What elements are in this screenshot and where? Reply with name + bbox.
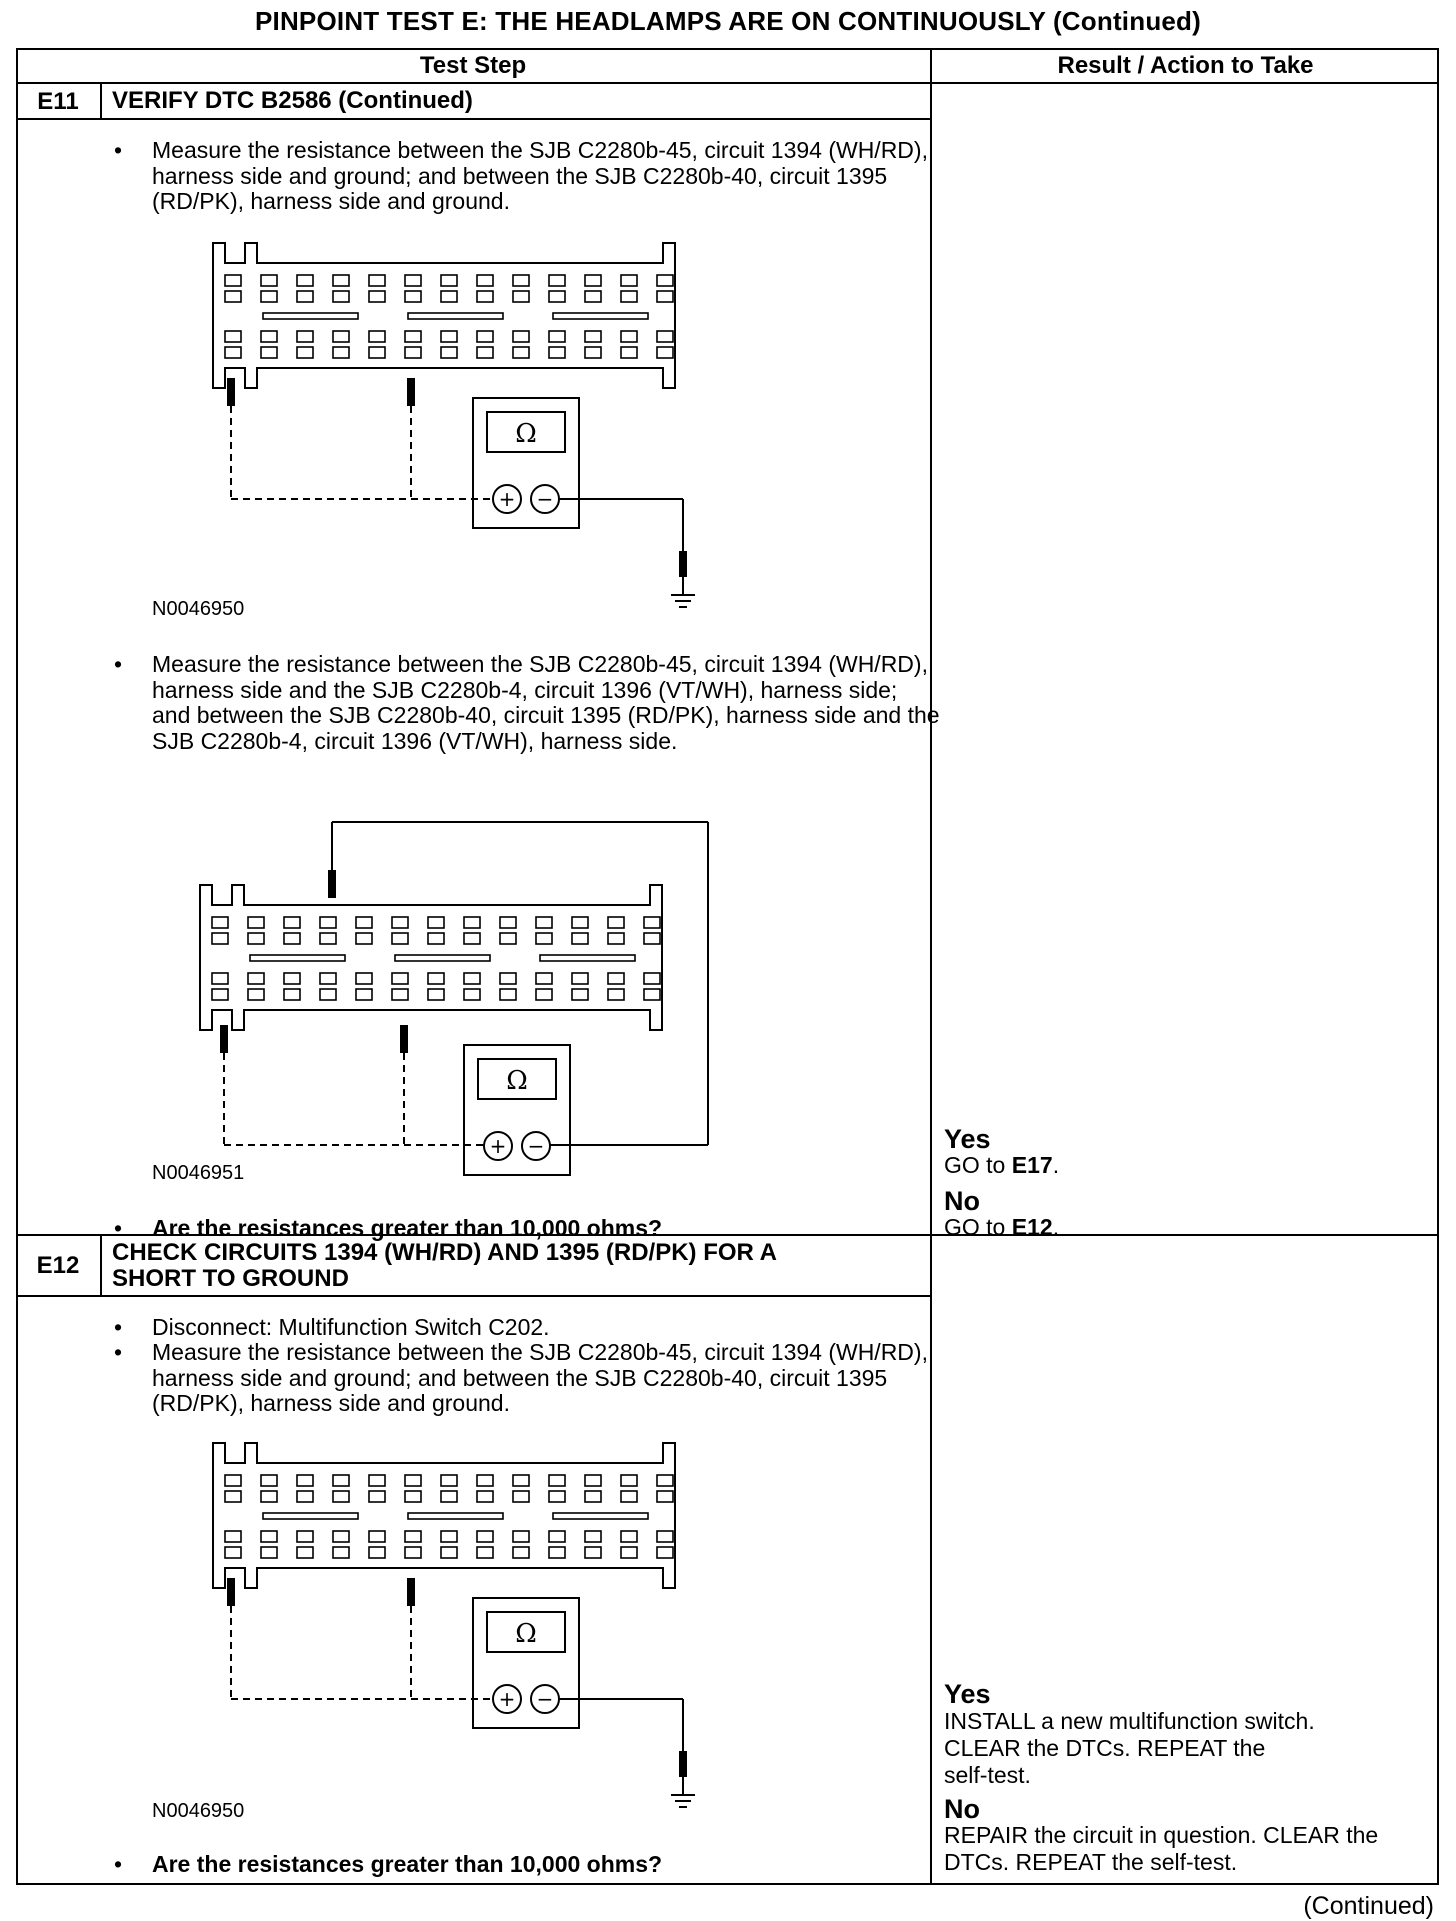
connector-pin [333, 1547, 349, 1558]
connector-pin [297, 291, 313, 302]
connector-pin [621, 1491, 637, 1502]
connector-pin [549, 347, 565, 358]
connector-pin [549, 1491, 565, 1502]
connector-pin [261, 1547, 277, 1558]
minus-sign: − [536, 487, 554, 511]
connector-pin [500, 933, 516, 944]
e11-bullet-1: • Measure the resistance between the SJB C2280b-45, circuit 1394 (WH/RD), harness side and ground; and between the SJB C2280b-40, circuit 1395 (RD/PK), harness side and ground. [114, 137, 928, 214]
connector-pin [392, 989, 408, 1000]
connector-pin [369, 331, 385, 342]
connector-pin [405, 1547, 421, 1558]
connector-pin [369, 1531, 385, 1542]
connector-pin [369, 1475, 385, 1486]
e12-result-yes-action: INSTALL a new multifunction switch. CLEAR the DTCs. REPEAT the self-test. [944, 1708, 1315, 1788]
minus-sign: − [527, 1134, 545, 1158]
e12-question: • Are the resistances greater than 10,000 ohms? [114, 1851, 663, 1877]
connector-pin [549, 1547, 565, 1558]
connector-pin [405, 331, 421, 342]
e12-result-no-action: REPAIR the circuit in question. CLEAR the DTCs. REPEAT the self-test. [944, 1822, 1379, 1875]
connector-pin [261, 1531, 277, 1542]
connector-pin [428, 989, 444, 1000]
connector-pin [549, 1531, 565, 1542]
connector-pin [284, 989, 300, 1000]
connector-pin [621, 291, 637, 302]
connector-pin [333, 1531, 349, 1542]
connector-pin [441, 331, 457, 342]
connector-pin [657, 1491, 673, 1502]
connector-pin [464, 989, 480, 1000]
e12-bullet-2: • Measure the resistance between the SJB C2280b-45, circuit 1394 (WH/RD), harness side and ground; and between the SJB C2280b-40, circuit 1395 (RD/PK), harness side and ground. [114, 1339, 928, 1416]
connector-pin [405, 1475, 421, 1486]
connector-pin [513, 1475, 529, 1486]
connector-pin [225, 1531, 241, 1542]
connector-pin [536, 989, 552, 1000]
connector-pin [333, 275, 349, 286]
connector-pin [441, 1491, 457, 1502]
continued-note: (Continued) [1303, 1892, 1434, 1920]
connector-key [263, 313, 358, 319]
connector-pin [608, 989, 624, 1000]
connector-pin [225, 1475, 241, 1486]
connector-pin [405, 291, 421, 302]
connector-pin [657, 331, 673, 342]
connector-pin [513, 291, 529, 302]
connector-pin [297, 1491, 313, 1502]
connector-pin [536, 933, 552, 944]
connector-pin [297, 347, 313, 358]
connector-pin [441, 291, 457, 302]
connector-pin [644, 973, 660, 984]
connector-pin [333, 347, 349, 358]
step-id-e11: E11 [37, 88, 79, 115]
connector-pin [428, 917, 444, 928]
connector-pin [477, 1475, 493, 1486]
connector-pin [261, 291, 277, 302]
connector-pin [225, 275, 241, 286]
connector-pin [369, 1547, 385, 1558]
connector-pin [261, 331, 277, 342]
connector-pin [513, 331, 529, 342]
connector-pin [284, 917, 300, 928]
connector-pin [261, 347, 277, 358]
plus-sign: + [498, 487, 516, 511]
figure-id-n0046950-2: N0046950 [152, 1800, 245, 1822]
connector-pin [297, 1531, 313, 1542]
connector-pin [513, 1547, 529, 1558]
ohmmeter [464, 1045, 570, 1175]
connector-pin [369, 275, 385, 286]
connector-pin [477, 1547, 493, 1558]
plus-sign: + [498, 1687, 516, 1711]
connector-pin [212, 989, 228, 1000]
connector-pin [212, 933, 228, 944]
connector-pin [428, 973, 444, 984]
ground-probe [679, 1751, 687, 1777]
probe-tip [400, 1025, 408, 1053]
column-header-result: Result / Action to Take [1057, 52, 1314, 79]
connector-pin [477, 347, 493, 358]
connector-pin [477, 1531, 493, 1542]
connector-pin [621, 1531, 637, 1542]
connector-pin [621, 275, 637, 286]
ground-probe [679, 551, 687, 577]
connector-pin [513, 347, 529, 358]
connector-pin [657, 347, 673, 358]
connector-key [263, 1513, 358, 1519]
connector-pin [500, 989, 516, 1000]
connector-pin [477, 291, 493, 302]
connector-pin [657, 1531, 673, 1542]
connector-pin [212, 973, 228, 984]
connector-pin [464, 933, 480, 944]
column-header-test-step: Test Step [419, 52, 527, 79]
probe-tip [407, 378, 415, 406]
probe-tip [220, 1025, 228, 1053]
connector-pin [536, 917, 552, 928]
connector-pin [333, 1475, 349, 1486]
connector-key [408, 313, 503, 319]
connector-pin [572, 933, 588, 944]
connector-pin [536, 973, 552, 984]
connector-key [553, 1513, 648, 1519]
connector-key [553, 313, 648, 319]
ohmmeter [473, 398, 579, 528]
connector-pin [500, 917, 516, 928]
ohmmeter [473, 1598, 579, 1728]
probe-tip [407, 1578, 415, 1606]
e11-goto-e12-link[interactable]: E12 [1011, 1214, 1053, 1240]
connector-pin [369, 347, 385, 358]
connector-key [408, 1513, 503, 1519]
connector-pin [248, 989, 264, 1000]
probe-tip [328, 870, 336, 898]
connector-pin [261, 1475, 277, 1486]
connector-pin [549, 331, 565, 342]
figure-n0046951 [200, 822, 708, 1175]
connector-pin [320, 933, 336, 944]
connector-pin [657, 1475, 673, 1486]
e12-bullet-1: • Disconnect: Multifunction Switch C202. [114, 1314, 550, 1340]
connector-pin [356, 973, 372, 984]
connector-pin [621, 347, 637, 358]
plus-sign: + [489, 1134, 507, 1158]
connector-outline [200, 885, 662, 1030]
connector-key [540, 955, 635, 961]
connector-pin [392, 933, 408, 944]
e11-result-no-action: GO to E12. [944, 1214, 1060, 1240]
connector-pin [572, 917, 588, 928]
connector-pin [225, 291, 241, 302]
connector-pin [644, 933, 660, 944]
connector-pin [405, 275, 421, 286]
e11-result-yes-action: GO to E17. [944, 1152, 1060, 1178]
connector-pin [657, 275, 673, 286]
e11-result-yes-label: Yes [944, 1124, 991, 1154]
step-title-e12: CHECK CIRCUITS 1394 (WH/RD) AND 1395 (RD/PK) FOR A SHORT TO GROUND [112, 1239, 777, 1292]
connector-pin [464, 917, 480, 928]
connector-pin [464, 973, 480, 984]
connector-pin [621, 331, 637, 342]
e11-bullet-2: • Measure the resistance between the SJB C2280b-45, circuit 1394 (WH/RD), harness side and the SJB C2280b-4, circuit 1396 (VT/WH), harness side; and between the SJB C2280b-40, circuit 1395 (RD/PK), harness side and the SJB C2280b-4, circuit 1396 (VT/WH), harness side. [114, 651, 940, 754]
connector-pin [500, 973, 516, 984]
connector-pin [297, 331, 313, 342]
connector-pin [225, 1491, 241, 1502]
connector-pin [392, 973, 408, 984]
connector-pin [405, 347, 421, 358]
connector-pin [212, 917, 228, 928]
connector-pin [585, 1475, 601, 1486]
connector-pin [608, 933, 624, 944]
connector-pin [392, 917, 408, 928]
connector-pin [621, 1475, 637, 1486]
connector-pin [657, 1547, 673, 1558]
e12-result-no-label: No [944, 1794, 980, 1824]
connector-pin [441, 275, 457, 286]
connector-pin [441, 1531, 457, 1542]
connector-pin [320, 989, 336, 1000]
connector-pin [261, 1491, 277, 1502]
connector-key [250, 955, 345, 961]
figure-id-n0046950: N0046950 [152, 598, 245, 620]
connector-pin [297, 1475, 313, 1486]
connector-pin [225, 1547, 241, 1558]
connector-pin [608, 917, 624, 928]
connector-pin [333, 291, 349, 302]
connector-pin [428, 933, 444, 944]
connector-pin [284, 933, 300, 944]
connector-pin [608, 973, 624, 984]
connector-pin [585, 291, 601, 302]
connector-pin [320, 917, 336, 928]
e11-question: • Are the resistances greater than 10,000 ohms? [114, 1215, 663, 1241]
connector-pin [477, 275, 493, 286]
figure-n0046950-b [213, 1443, 695, 1807]
connector-pin [585, 1531, 601, 1542]
connector-pin [333, 331, 349, 342]
connector-pin [513, 1531, 529, 1542]
connector-pin [441, 1475, 457, 1486]
connector-pin [549, 1475, 565, 1486]
probe-tip [227, 1578, 235, 1606]
probe-tip [227, 378, 235, 406]
connector-pin [585, 275, 601, 286]
connector-pin [320, 973, 336, 984]
connector-pin [356, 917, 372, 928]
connector-pin [549, 291, 565, 302]
figure-n0046950 [213, 243, 695, 607]
connector-pin [513, 1491, 529, 1502]
ohm-icon: Ω [515, 1619, 537, 1649]
connector-pin [225, 331, 241, 342]
connector-pin [356, 989, 372, 1000]
connector-pin [441, 347, 457, 358]
connector-pin [356, 933, 372, 944]
connector-pin [441, 1547, 457, 1558]
e12-result-yes-label: Yes [944, 1679, 991, 1709]
connector-pin [585, 1491, 601, 1502]
ohm-icon: Ω [506, 1066, 528, 1096]
connector-pin [369, 1491, 385, 1502]
connector-pin [572, 989, 588, 1000]
connector-pin [248, 973, 264, 984]
connector-pin [477, 331, 493, 342]
connector-pin [369, 291, 385, 302]
connector-pin [513, 275, 529, 286]
connector-pin [585, 331, 601, 342]
connector-pin [405, 1491, 421, 1502]
connector-pin [621, 1547, 637, 1558]
step-title-e11: VERIFY DTC B2586 (Continued) [112, 87, 473, 114]
ohm-icon: Ω [515, 419, 537, 449]
connector-pin [585, 347, 601, 358]
connector-pin [405, 1531, 421, 1542]
connector-pin [477, 1491, 493, 1502]
minus-sign: − [536, 1687, 554, 1711]
connector-pin [549, 275, 565, 286]
connector-pin [572, 973, 588, 984]
connector-pin [284, 973, 300, 984]
connector-outline [213, 243, 675, 388]
connector-pin [657, 291, 673, 302]
connector-pin [333, 1491, 349, 1502]
connector-pin [261, 275, 277, 286]
connector-pin [297, 275, 313, 286]
page-title: PINPOINT TEST E: THE HEADLAMPS ARE ON CONTINUOUSLY (Continued) [254, 6, 1201, 36]
figure-id-n0046951: N0046951 [152, 1162, 245, 1184]
connector-key [395, 955, 490, 961]
e11-goto-e17-link[interactable]: E17 [1011, 1152, 1053, 1178]
connector-pin [248, 933, 264, 944]
step-id-e12: E12 [36, 1252, 80, 1279]
connector-pin [297, 1547, 313, 1558]
connector-pin [644, 917, 660, 928]
connector-outline [213, 1443, 675, 1588]
e11-result-no-label: No [944, 1186, 980, 1216]
connector-pin [248, 917, 264, 928]
connector-pin [585, 1547, 601, 1558]
connector-pin [225, 347, 241, 358]
connector-pin [644, 989, 660, 1000]
